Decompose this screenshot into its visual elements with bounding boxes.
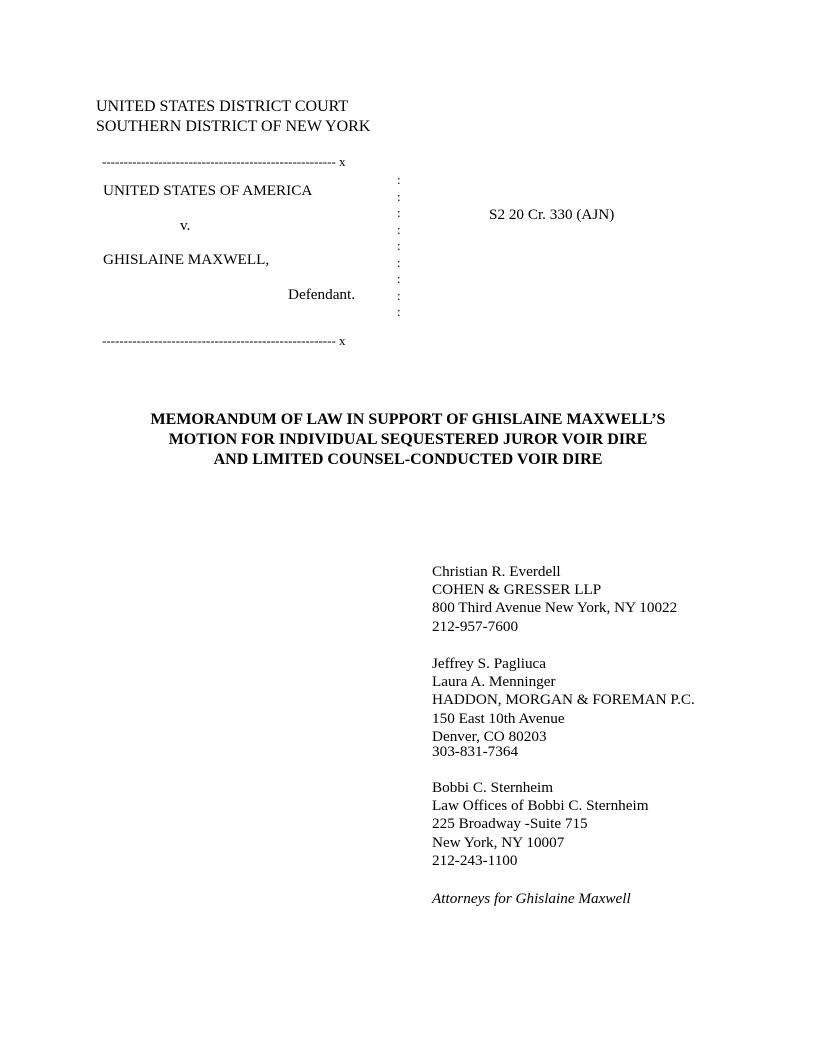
counsel-line: Jeffrey S. Pagliuca	[432, 655, 547, 672]
court-district: SOUTHERN DISTRICT OF NEW YORK	[96, 118, 371, 135]
caption-colon: :	[397, 221, 401, 237]
caption-colon: :	[397, 304, 401, 319]
counsel-line: Bobbi C. Sternheim	[432, 779, 554, 796]
caption-top-rule: ------------------------------------------------------ x	[102, 154, 346, 169]
caption-colon: :	[397, 287, 401, 303]
counsel-line: Christian R. Everdell	[432, 563, 561, 580]
title-line: MEMORANDUM OF LAW IN SUPPORT OF GHISLAINE MAXWELL’S	[150, 411, 666, 428]
counsel-line: 212-243-1100	[432, 851, 518, 869]
caption-bottom-rule: ------------------------------------------------------ x	[102, 333, 346, 348]
defendant-label: Defendant.	[288, 286, 356, 303]
counsel-line: 303-831-7364	[432, 743, 519, 761]
caption-colon-column	[397, 172, 401, 321]
caption-colon: :	[397, 254, 401, 270]
case-number: S2 20 Cr. 330 (AJN)	[489, 206, 615, 223]
counsel-block-haddon	[432, 655, 695, 761]
caption-colon: :	[397, 271, 401, 286]
versus-label: v.	[180, 217, 191, 234]
title-line: AND LIMITED COUNSEL-CONDUCTED VOIR DIRE	[213, 451, 603, 468]
counsel-line: COHEN & GRESSER LLP	[432, 581, 602, 599]
document-title	[0, 410, 816, 470]
court-name: UNITED STATES DISTRICT COURT	[96, 98, 349, 115]
counsel-line: 150 East 10th Avenue	[432, 709, 565, 727]
counsel-line: Denver, CO 80203	[432, 727, 547, 745]
caption-colon: :	[397, 188, 401, 204]
counsel-block-cohen	[432, 563, 677, 636]
counsel-line: HADDON, MORGAN & FOREMAN P.C.	[432, 691, 695, 709]
court-heading	[96, 97, 370, 137]
caption-colon: :	[397, 172, 401, 187]
plaintiff-name: UNITED STATES OF AMERICA	[103, 182, 313, 199]
caption-colon: :	[397, 238, 401, 253]
counsel-line: New York, NY 10007	[432, 833, 565, 851]
counsel-block-sternheim	[432, 779, 649, 870]
caption-colon: :	[397, 205, 401, 220]
defendant-name: GHISLAINE MAXWELL,	[103, 251, 270, 268]
counsel-line: 212-957-7600	[432, 617, 519, 635]
title-line: MOTION FOR INDIVIDUAL SEQUESTERED JUROR VOIR DIRE	[168, 431, 648, 448]
attorneys-for-label: Attorneys for Ghislaine Maxwell	[432, 890, 631, 907]
counsel-line: 800 Third Avenue New York, NY 10022	[432, 599, 678, 617]
counsel-line: 225 Broadway -Suite 715	[432, 815, 588, 833]
counsel-line: Laura A. Menninger	[432, 673, 556, 691]
counsel-line: Law Offices of Bobbi C. Sternheim	[432, 797, 649, 815]
